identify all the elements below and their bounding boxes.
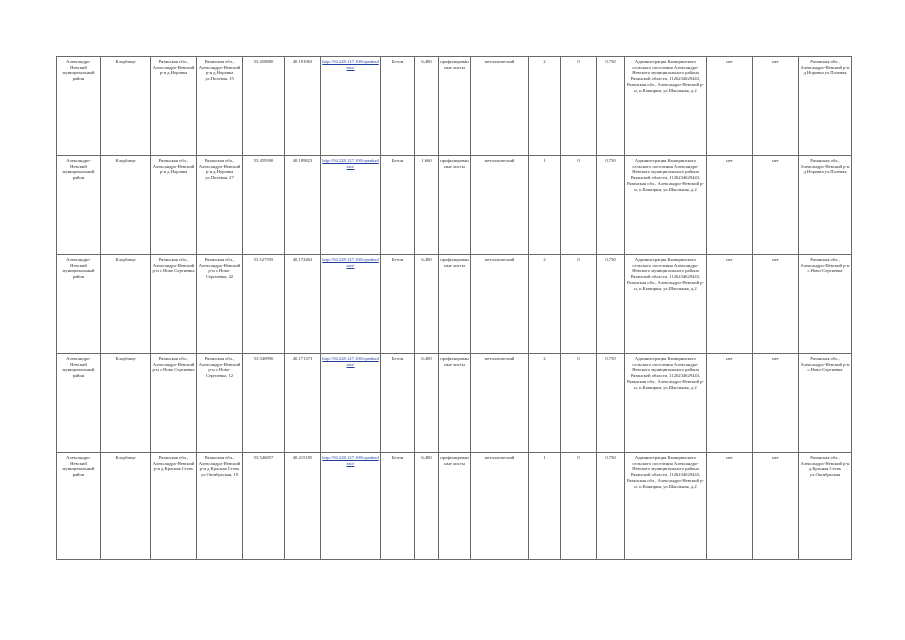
district-cell: Александро-Невский муниципальный район <box>57 57 101 156</box>
kind-cell: металлический <box>471 156 529 255</box>
latitude-cell: 53.459390 <box>243 156 285 255</box>
surface-cell: Бетон <box>381 453 415 560</box>
material-cell: профилированные листы <box>439 57 471 156</box>
type-cell: Кладбище <box>101 354 151 453</box>
link-cell <box>321 453 381 560</box>
kind-cell: металлический <box>471 255 529 354</box>
district-cell: Александро-Невский муниципальный район <box>57 255 101 354</box>
flag-cell: нет <box>753 156 799 255</box>
longitude-cell: 40.191963 <box>285 57 321 156</box>
flag-cell: нет <box>707 156 753 255</box>
link-cell <box>321 57 381 156</box>
kind-cell: металлический <box>471 57 529 156</box>
area-cell: 6,480 <box>415 453 439 560</box>
served-area-cell: Рязанская обл., Александро-Невский р-н д.Норовка ул.Полевая <box>799 156 852 255</box>
containers-planned-cell: 1 <box>529 156 561 255</box>
containers-actual-cell: 0 <box>561 354 597 453</box>
flag-cell: нет <box>753 57 799 156</box>
flag-cell: нет <box>753 255 799 354</box>
type-cell: Кладбище <box>101 453 151 560</box>
owner-cell: Администрация Каширинского сельского поселения Александро-Невского муниципального района Рязанской области, 1126234629443, Рязанская обл., Александро-Невский р-н, п.Каширин, ул.Школьная, д.2 <box>625 57 707 156</box>
region-cell: Рязанская обл., Александро-Невский р-н с.Ново Сергиевка <box>151 354 197 453</box>
address-cell: Рязанская обл., Александро-Невский р-н д.Норовка ул.Полевая, 27 <box>197 156 243 255</box>
region-cell: Рязанская обл., Александро-Невский р-н с.Ново Сергиевка <box>151 255 197 354</box>
served-area-cell: Рязанская обл., Александро-Невский р-н с.Ново-Сергиевка <box>799 354 852 453</box>
served-area-cell: Рязанская обл., Александро-Невский р-н д.Норовка ул.Полевая <box>799 57 852 156</box>
area-cell: 6,480 <box>415 255 439 354</box>
kadastr-link[interactable]: http://94.228.127.100/openkadastr/ <box>322 59 379 70</box>
flag-cell: нет <box>707 57 753 156</box>
kadastr-link[interactable]: http://94.228.127.100/openkadastr/ <box>322 455 379 466</box>
containers-actual-cell: 0 <box>561 255 597 354</box>
material-cell: профилированные листы <box>439 453 471 560</box>
served-area-cell: Рязанская обл., Александро-Невский р-н д.Красная Степь ул.Октябрьская <box>799 453 852 560</box>
flag-cell: нет <box>707 453 753 560</box>
latitude-cell: 53.540990 <box>243 354 285 453</box>
table-row <box>57 57 852 156</box>
flag-cell: нет <box>707 255 753 354</box>
kind-cell: металлический <box>471 354 529 453</box>
surface-cell: Бетон <box>381 57 415 156</box>
containers-planned-cell: 1 <box>529 453 561 560</box>
latitude-cell: 53.458880 <box>243 57 285 156</box>
table-row <box>57 453 852 560</box>
district-cell: Александро-Невский муниципальный район <box>57 453 101 560</box>
flag-cell: нет <box>753 453 799 560</box>
latitude-cell: 53.527595 <box>243 255 285 354</box>
longitude-cell: 40.171373 <box>285 354 321 453</box>
kadastr-link[interactable]: http://94.228.127.100/openkadastr/ <box>322 158 379 169</box>
area-cell: 6,480 <box>415 57 439 156</box>
containers-planned-cell: 2 <box>529 255 561 354</box>
longitude-cell: 40.172462 <box>285 255 321 354</box>
table-row <box>57 354 852 453</box>
flag-cell: нет <box>753 354 799 453</box>
owner-cell: Администрация Каширинского сельского поселения Александро-Невского муниципального района Рязанской области, 1126234629443, Рязанская обл., Александро-Невский р-н, п.Каширин, ул.Школьная, д.2 <box>625 354 707 453</box>
owner-cell: Администрация Каширинского сельского поселения Александро-Невского муниципального района Рязанской области, 1126234629443, Рязанская обл., Александро-Невский р-н, п.Каширин, ул.Школьная, д.2 <box>625 156 707 255</box>
material-cell: профилированные листы <box>439 156 471 255</box>
containers-planned-cell: 2 <box>529 354 561 453</box>
surface-cell: Бетон <box>381 354 415 453</box>
containers-actual-cell: 0 <box>561 156 597 255</box>
region-cell: Рязанская обл., Александро-Невский р-н д.Красная Степь <box>151 453 197 560</box>
volume-cell: 0,750 <box>597 453 625 560</box>
address-cell: Рязанская обл., Александро-Невский р-н д.Норовка ул.Полевая, 15 <box>197 57 243 156</box>
address-cell: Рязанская обл., Александро-Невский р-н с.Ново-Сергиевка, 42 <box>197 255 243 354</box>
longitude-cell: 40.215185 <box>285 453 321 560</box>
type-cell: Кладбище <box>101 156 151 255</box>
type-cell: Кладбище <box>101 57 151 156</box>
address-cell: Рязанская обл., Александро-Невский р-н д.Красная Степь ул.Октябрьская, 10 <box>197 453 243 560</box>
surface-cell: Бетон <box>381 255 415 354</box>
district-cell: Александро-Невский муниципальный район <box>57 156 101 255</box>
region-cell: Рязанская обл., Александро-Невский р-н д.Норовка <box>151 156 197 255</box>
containers-planned-cell: 2 <box>529 57 561 156</box>
table-row <box>57 255 852 354</box>
containers-actual-cell: 0 <box>561 453 597 560</box>
link-cell <box>321 354 381 453</box>
owner-cell: Администрация Каширинского сельского поселения Александро-Невского муниципального района Рязанской области, 1126234629443, Рязанская обл., Александро-Невский р-н, п.Каширин, ул.Школьная, д.2 <box>625 453 707 560</box>
kadastr-link[interactable]: http://94.228.127.100/openkadastr/ <box>322 257 379 268</box>
flag-cell: нет <box>707 354 753 453</box>
area-cell: 6,480 <box>415 354 439 453</box>
link-cell <box>321 156 381 255</box>
kind-cell: металлический <box>471 453 529 560</box>
type-cell: Кладбище <box>101 255 151 354</box>
material-cell: профилированные листы <box>439 255 471 354</box>
district-cell: Александро-Невский муниципальный район <box>57 354 101 453</box>
volume-cell: 0,750 <box>597 255 625 354</box>
material-cell: профилированные листы <box>439 354 471 453</box>
area-cell: 1,660 <box>415 156 439 255</box>
longitude-cell: 40.189823 <box>285 156 321 255</box>
address-cell: Рязанская обл., Александро-Невский р-н с.Ново-Сергиевка, 12 <box>197 354 243 453</box>
served-area-cell: Рязанская обл., Александро-Невский р-н с.Ново-Сергиевка <box>799 255 852 354</box>
surface-cell: Бетон <box>381 156 415 255</box>
link-cell <box>321 255 381 354</box>
register-table <box>56 56 852 560</box>
kadastr-link[interactable]: http://94.228.127.100/openkadastr/ <box>322 356 379 367</box>
table-row <box>57 156 852 255</box>
owner-cell: Администрация Каширинского сельского поселения Александро-Невского муниципального района Рязанской области, 1126234629443, Рязанская обл., Александро-Невский р-н, п.Каширин, ул.Школьная, д.2 <box>625 255 707 354</box>
volume-cell: 0,750 <box>597 57 625 156</box>
region-cell: Рязанская обл., Александро-Невский р-н д.Норовка <box>151 57 197 156</box>
latitude-cell: 53.546857 <box>243 453 285 560</box>
volume-cell: 0,750 <box>597 156 625 255</box>
containers-actual-cell: 0 <box>561 57 597 156</box>
volume-cell: 0,750 <box>597 354 625 453</box>
